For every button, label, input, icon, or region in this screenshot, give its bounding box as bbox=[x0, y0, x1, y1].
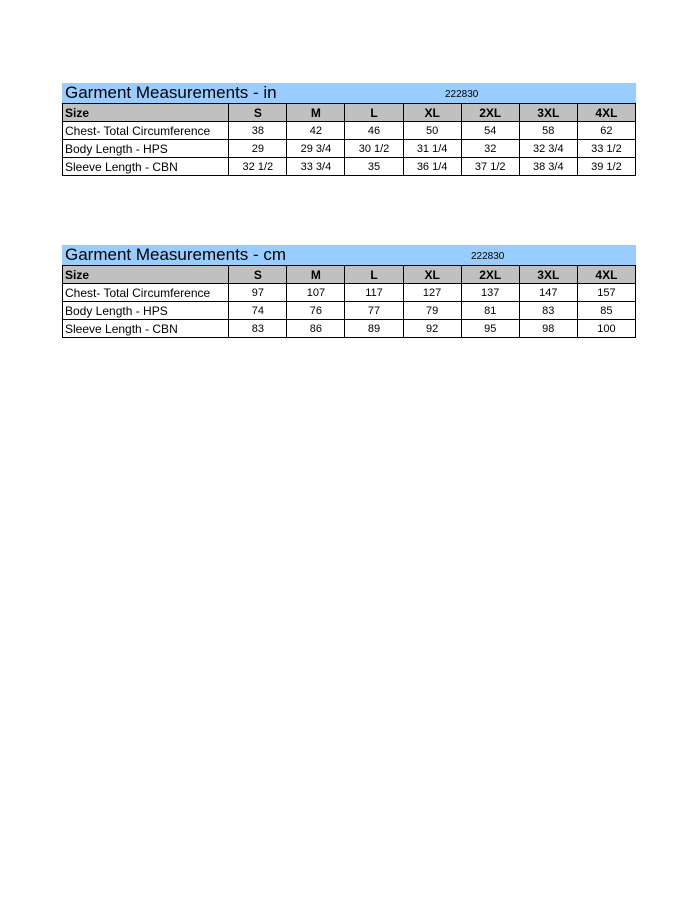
title-bar bbox=[62, 83, 636, 103]
header-cell: Size bbox=[63, 266, 229, 284]
table-cell: 127 bbox=[403, 284, 461, 302]
header-cell: S bbox=[229, 104, 287, 122]
table-cell: 39 1/2 bbox=[577, 158, 635, 176]
table-cell: 97 bbox=[229, 284, 287, 302]
header-row bbox=[63, 266, 636, 284]
table-cell: 32 3/4 bbox=[519, 140, 577, 158]
header-cell: Size bbox=[63, 104, 229, 122]
table-cell: 95 bbox=[461, 320, 519, 338]
table-cell: 100 bbox=[577, 320, 635, 338]
header-cell: 3XL bbox=[519, 104, 577, 122]
header-cell: 2XL bbox=[461, 104, 519, 122]
row-label: Body Length - HPS bbox=[63, 302, 229, 320]
measurements-table-inches bbox=[62, 83, 636, 176]
table-cell: 38 3/4 bbox=[519, 158, 577, 176]
row-label: Body Length - HPS bbox=[63, 140, 229, 158]
table-cell: 31 1/4 bbox=[403, 140, 461, 158]
row-label: Sleeve Length - CBN bbox=[63, 158, 229, 176]
table-cell: 46 bbox=[345, 122, 403, 140]
table-cell: 58 bbox=[519, 122, 577, 140]
row-label: Chest- Total Circumference bbox=[63, 122, 229, 140]
table-cell: 36 1/4 bbox=[403, 158, 461, 176]
header-cell: 4XL bbox=[577, 266, 635, 284]
style-code: 222830 bbox=[445, 89, 479, 100]
header-cell: 3XL bbox=[519, 266, 577, 284]
table-cell: 33 3/4 bbox=[287, 158, 345, 176]
table-row bbox=[63, 140, 636, 158]
table-row bbox=[63, 302, 636, 320]
table-row bbox=[63, 158, 636, 176]
header-row bbox=[63, 104, 636, 122]
table-cell: 137 bbox=[461, 284, 519, 302]
header-cell: XL bbox=[403, 104, 461, 122]
table-cell: 81 bbox=[461, 302, 519, 320]
measurements-table-cm bbox=[62, 245, 636, 338]
table-cell: 83 bbox=[519, 302, 577, 320]
header-cell: M bbox=[287, 104, 345, 122]
table-cell: 117 bbox=[345, 284, 403, 302]
table-cell: 50 bbox=[403, 122, 461, 140]
row-label: Sleeve Length - CBN bbox=[63, 320, 229, 338]
header-cell: L bbox=[345, 266, 403, 284]
header-cell: 2XL bbox=[461, 266, 519, 284]
table-cell: 74 bbox=[229, 302, 287, 320]
table-cell: 38 bbox=[229, 122, 287, 140]
table-row bbox=[63, 320, 636, 338]
header-cell: 4XL bbox=[577, 104, 635, 122]
table-cell: 37 1/2 bbox=[461, 158, 519, 176]
table-cell: 29 bbox=[229, 140, 287, 158]
table-cell: 83 bbox=[229, 320, 287, 338]
table-cell: 92 bbox=[403, 320, 461, 338]
table-cell: 157 bbox=[577, 284, 635, 302]
table-cell: 35 bbox=[345, 158, 403, 176]
table-cell: 85 bbox=[577, 302, 635, 320]
header-cell: M bbox=[287, 266, 345, 284]
table-cell: 77 bbox=[345, 302, 403, 320]
table-cell: 32 1/2 bbox=[229, 158, 287, 176]
measurements-grid bbox=[62, 265, 636, 338]
table-cell: 98 bbox=[519, 320, 577, 338]
style-code: 222830 bbox=[471, 251, 505, 262]
row-label: Chest- Total Circumference bbox=[63, 284, 229, 302]
table-title: Garment Measurements - in bbox=[65, 83, 277, 102]
table-cell: 32 bbox=[461, 140, 519, 158]
table-row bbox=[63, 284, 636, 302]
table-cell: 86 bbox=[287, 320, 345, 338]
table-cell: 42 bbox=[287, 122, 345, 140]
header-cell: XL bbox=[403, 266, 461, 284]
table-cell: 107 bbox=[287, 284, 345, 302]
table-cell: 79 bbox=[403, 302, 461, 320]
header-cell: L bbox=[345, 104, 403, 122]
table-cell: 76 bbox=[287, 302, 345, 320]
table-cell: 147 bbox=[519, 284, 577, 302]
title-bar bbox=[62, 245, 636, 265]
table-cell: 62 bbox=[577, 122, 635, 140]
table-cell: 33 1/2 bbox=[577, 140, 635, 158]
table-cell: 54 bbox=[461, 122, 519, 140]
table-cell: 89 bbox=[345, 320, 403, 338]
table-cell: 30 1/2 bbox=[345, 140, 403, 158]
measurements-grid bbox=[62, 103, 636, 176]
table-row bbox=[63, 122, 636, 140]
table-cell: 29 3/4 bbox=[287, 140, 345, 158]
table-title: Garment Measurements - cm bbox=[65, 245, 287, 264]
header-cell: S bbox=[229, 266, 287, 284]
